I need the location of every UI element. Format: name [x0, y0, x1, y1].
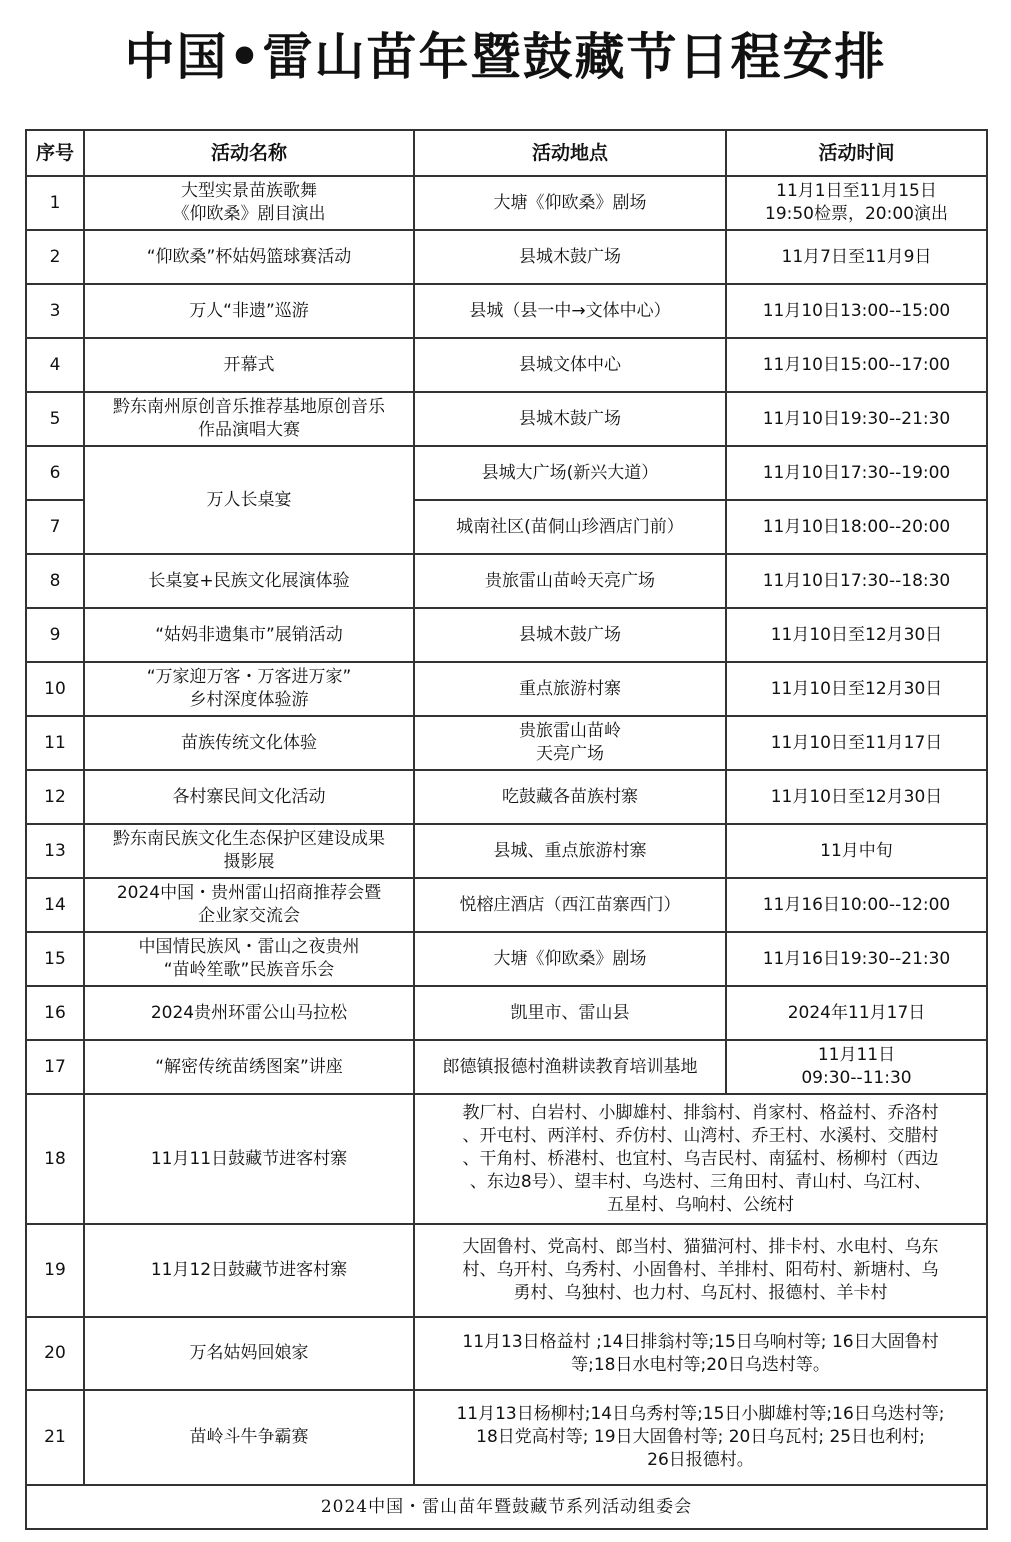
cell-text-line: 19:50检票，20:00演出	[765, 204, 948, 224]
cell-text-line: 凯里市、雷山县	[510, 1002, 630, 1023]
activity-time-cell	[726, 608, 987, 662]
cell-text-line: 乡村深度体验游	[189, 690, 309, 710]
cell-text-line: 万名姑妈回娘家	[189, 1343, 309, 1363]
cell-text-line: “仰欧桑”杯姑妈篮球赛活动	[146, 246, 352, 267]
cell-text-line: 苗族传统文化体验	[181, 732, 317, 753]
cell-text-line: 11月10日17:30--18:30	[762, 570, 951, 591]
cell-text-line: 、东边8号）、望丰村、乌迭村、三角田村、青山村、乌江村、	[469, 1171, 932, 1192]
row-number: 19	[26, 1224, 84, 1317]
activity-place-cell	[414, 554, 726, 608]
activity-time-cell	[726, 446, 987, 500]
cell-text-line: 企业家交流会	[198, 906, 300, 926]
cell-text-line: 2024年11月17日	[787, 1002, 926, 1023]
row-number: 6	[26, 446, 84, 500]
table-row	[26, 716, 987, 770]
activity-place-cell	[414, 932, 726, 986]
cell-text-line: 11月12日鼓藏节进客村寨	[150, 1260, 348, 1280]
cell-text-line: 黔东南民族文化生态保护区建设成果	[113, 829, 385, 849]
row-number: 13	[26, 824, 84, 878]
cell-text-line: 09:30--11:30	[801, 1068, 912, 1088]
cell-text-line: 11月10日15:00--17:00	[762, 354, 951, 375]
cell-text-line: 苗岭斗牛争霸赛	[189, 1427, 309, 1447]
cell-text-line: 重点旅游村寨	[519, 678, 621, 699]
cell-text-line: 贵旅雷山苗岭	[519, 721, 621, 741]
activity-place-cell	[414, 338, 726, 392]
table-row	[26, 986, 987, 1040]
cell-text-line: 吃鼓藏各苗族村寨	[502, 786, 638, 807]
cell-text-line: 大塘《仰欧桑》剧场	[493, 948, 647, 969]
activity-name-cell	[84, 284, 414, 338]
row-number: 18	[26, 1094, 84, 1224]
activity-time-cell	[726, 500, 987, 554]
cell-text-line: 万人“非遗”巡游	[189, 300, 309, 321]
row-number: 5	[26, 392, 84, 446]
cell-text-line: 11月10日13:00--15:00	[762, 300, 951, 321]
row-number: 10	[26, 662, 84, 716]
row-number: 12	[26, 770, 84, 824]
activity-name-cell	[84, 1317, 414, 1390]
activity-place-cell	[414, 392, 726, 446]
cell-text-line: 黔东南州原创音乐推荐基地原创音乐	[113, 397, 385, 417]
activity-name-cell	[84, 770, 414, 824]
cell-text-line: “姑妈非遗集市”展销活动	[155, 624, 343, 645]
organizer-footer: 2024中国・雷山苗年暨鼓藏节系列活动组委会	[26, 1485, 987, 1529]
table-row	[26, 662, 987, 716]
cell-text-line: 县城木鼓广场	[519, 246, 621, 267]
cell-text-line: 《仰欧桑》剧目演出	[172, 204, 326, 224]
cell-text-line: 26日报德村。	[647, 1450, 754, 1470]
activity-name-cell	[84, 392, 414, 446]
table-row	[26, 878, 987, 932]
activity-place-cell	[414, 716, 726, 770]
cell-text-line: 11月1日至11月15日	[776, 181, 937, 201]
activity-time-cell	[726, 392, 987, 446]
activity-name-cell	[84, 878, 414, 932]
cell-text-line: 贵旅雷山苗岭天亮广场	[485, 570, 655, 591]
table-row	[26, 824, 987, 878]
row-number: 14	[26, 878, 84, 932]
activity-name-cell	[84, 1094, 414, 1224]
row-number: 8	[26, 554, 84, 608]
activity-name-cell	[84, 554, 414, 608]
header-number: 序号	[26, 130, 84, 176]
cell-text-line: 摄影展	[223, 852, 275, 872]
row-number: 4	[26, 338, 84, 392]
activity-place-cell	[414, 230, 726, 284]
cell-text-line: 、干角村、桥港村、也宜村、乌吉民村、南猛村、杨柳村（西边	[462, 1148, 939, 1169]
cell-text-line: 县城（县一中→文体中心）	[469, 300, 671, 321]
activity-name-cell	[84, 338, 414, 392]
row-number: 2	[26, 230, 84, 284]
cell-text-line: 大型实景苗族歌舞	[181, 181, 317, 201]
activity-time-cell	[726, 554, 987, 608]
row-number: 20	[26, 1317, 84, 1390]
activity-place-cell	[414, 284, 726, 338]
footer-row	[26, 1485, 987, 1529]
table-row	[26, 1040, 987, 1094]
cell-text-line: 11月10日至12月30日	[770, 678, 943, 699]
row-number: 7	[26, 500, 84, 554]
cell-text-line: 城南社区(苗侗山珍酒店门前）	[456, 516, 684, 537]
activity-place-cell	[414, 986, 726, 1040]
activity-name-cell	[84, 176, 414, 230]
activity-time-cell	[726, 176, 987, 230]
table-row	[26, 392, 987, 446]
cell-text-line: “万家迎万客・万客进万家”	[146, 667, 352, 687]
page-title: 中国•雷山苗年暨鼓藏节日程安排	[124, 28, 887, 86]
cell-text-line: 大塘《仰欧桑》剧场	[493, 192, 647, 213]
village-list-cell	[414, 1390, 987, 1485]
cell-text-line: 11月10日18:00--20:00	[762, 516, 951, 537]
cell-text-line: 2024中国・贵州雷山招商推荐会暨	[116, 883, 382, 903]
activity-name-cell	[84, 230, 414, 284]
cell-text-line: 11月10日至12月30日	[770, 624, 943, 645]
cell-text-line: 各村寨民间文化活动	[172, 786, 326, 807]
cell-text-line: 五星村、乌响村、公统村	[607, 1194, 794, 1215]
activity-time-cell	[726, 878, 987, 932]
row-number: 17	[26, 1040, 84, 1094]
cell-text-line: “苗岭笙歌”民族音乐会	[163, 960, 335, 980]
activity-time-cell	[726, 662, 987, 716]
table-row	[26, 338, 987, 392]
cell-text-line: 中国情民族风・雷山之夜贵州	[138, 937, 360, 957]
activity-name-cell	[84, 446, 414, 554]
cell-text-line: 11月10日17:30--19:00	[762, 462, 951, 483]
activity-time-cell	[726, 824, 987, 878]
activity-time-cell	[726, 932, 987, 986]
activity-time-cell	[726, 284, 987, 338]
row-number: 16	[26, 986, 84, 1040]
table-row	[26, 608, 987, 662]
activity-name-cell	[84, 986, 414, 1040]
cell-text-line: 县城、重点旅游村寨	[493, 840, 647, 861]
activity-time-cell	[726, 986, 987, 1040]
cell-text-line: 大固鲁村、党高村、郎当村、猫猫河村、排卡村、水电村、乌东	[462, 1237, 939, 1257]
activity-place-cell	[414, 824, 726, 878]
village-list-cell	[414, 1094, 987, 1224]
row-number: 11	[26, 716, 84, 770]
cell-text-line: 天亮广场	[536, 744, 604, 764]
cell-text-line: 11月7日至11月9日	[781, 246, 932, 267]
cell-text-line: 村、乌开村、乌秀村、小固鲁村、羊排村、阳苟村、新塘村、乌	[462, 1260, 939, 1280]
row-number: 9	[26, 608, 84, 662]
header-activity-time: 活动时间	[726, 130, 987, 176]
cell-text-line: 11月16日10:00--12:00	[762, 894, 951, 915]
activity-time-cell	[726, 338, 987, 392]
cell-text-line: 悦榕庄酒店（西江苗寨西门）	[459, 894, 681, 915]
header-activity-place: 活动地点	[414, 130, 726, 176]
cell-text-line: 11月10日至11月17日	[770, 732, 943, 753]
table-row	[26, 176, 987, 230]
activity-place-cell	[414, 608, 726, 662]
cell-text-line: 作品演唱大赛	[198, 420, 300, 440]
table-row	[26, 554, 987, 608]
activity-name-cell	[84, 1040, 414, 1094]
cell-text-line: 、开屯村、两洋村、乔仿村、山湾村、乔王村、水溪村、交腊村	[462, 1125, 939, 1146]
table-header-row	[26, 130, 987, 176]
activity-name-cell	[84, 716, 414, 770]
table-row	[26, 932, 987, 986]
village-list-cell	[414, 1317, 987, 1390]
table-body	[26, 176, 987, 1529]
cell-text-line: 郎德镇报德村渔耕读教育培训基地	[442, 1056, 698, 1077]
table-row	[26, 446, 987, 500]
table-row	[26, 284, 987, 338]
cell-text-line: 长桌宴+民族文化展演体验	[148, 570, 350, 591]
activity-time-cell	[726, 230, 987, 284]
table-row	[26, 1094, 987, 1224]
table-row	[26, 1224, 987, 1317]
activity-name-cell	[84, 662, 414, 716]
cell-text-line: 县城文体中心	[519, 354, 621, 375]
activity-name-cell	[84, 1390, 414, 1485]
table-row	[26, 230, 987, 284]
activity-name-cell	[84, 932, 414, 986]
activity-place-cell	[414, 500, 726, 554]
cell-text-line: 万人长桌宴	[206, 489, 292, 510]
activity-place-cell	[414, 1040, 726, 1094]
activity-name-cell	[84, 1224, 414, 1317]
cell-text-line: “解密传统苗绣图案”讲座	[155, 1056, 343, 1077]
cell-text-line: 11月中旬	[820, 840, 893, 861]
cell-text-line: 等;18日水电村等;20日乌迭村等。	[571, 1354, 830, 1375]
cell-text-line: 开幕式	[223, 354, 275, 375]
activity-place-cell	[414, 176, 726, 230]
cell-text-line: 11月13日杨柳村;14日乌秀村等;15日小脚雄村等;16日乌迭村等;	[456, 1404, 945, 1424]
cell-text-line: 县城木鼓广场	[519, 408, 621, 429]
activity-name-cell	[84, 608, 414, 662]
activity-time-cell	[726, 770, 987, 824]
cell-text-line: 县城大广场(新兴大道）	[481, 462, 659, 483]
activity-time-cell	[726, 716, 987, 770]
row-number: 15	[26, 932, 84, 986]
table-row	[26, 1390, 987, 1485]
activity-place-cell	[414, 770, 726, 824]
village-list-cell	[414, 1224, 987, 1317]
cell-text-line: 11月16日19:30--21:30	[762, 948, 951, 969]
schedule-table	[25, 129, 988, 1530]
cell-text-line: 11月10日19:30--21:30	[762, 408, 951, 429]
table-row	[26, 1317, 987, 1390]
cell-text-line: 11月10日至12月30日	[770, 786, 943, 807]
cell-text-line: 教厂村、白岩村、小脚雄村、排翁村、肖家村、格益村、乔洛村	[462, 1102, 939, 1123]
cell-text-line: 勇村、乌独村、也力村、乌瓦村、报德村、羊卡村	[513, 1283, 888, 1303]
activity-name-cell	[84, 824, 414, 878]
cell-text-line: 11月11日	[817, 1045, 896, 1065]
cell-text-line: 11月13日格益村 ;14日排翁村等;15日乌响村等; 16日大固鲁村	[462, 1331, 939, 1352]
activity-place-cell	[414, 662, 726, 716]
row-number: 21	[26, 1390, 84, 1485]
row-number: 3	[26, 284, 84, 338]
activity-place-cell	[414, 878, 726, 932]
activity-time-cell	[726, 1040, 987, 1094]
cell-text-line: 11月11日鼓藏节进客村寨	[150, 1148, 348, 1169]
row-number: 1	[26, 176, 84, 230]
cell-text-line: 18日党高村等; 19日大固鲁村等; 20日乌瓦村; 25日也利村;	[476, 1427, 925, 1447]
table-row	[26, 770, 987, 824]
header-activity-name: 活动名称	[84, 130, 414, 176]
activity-place-cell	[414, 446, 726, 500]
cell-text-line: 2024贵州环雷公山马拉松	[150, 1002, 348, 1023]
cell-text-line: 县城木鼓广场	[519, 624, 621, 645]
